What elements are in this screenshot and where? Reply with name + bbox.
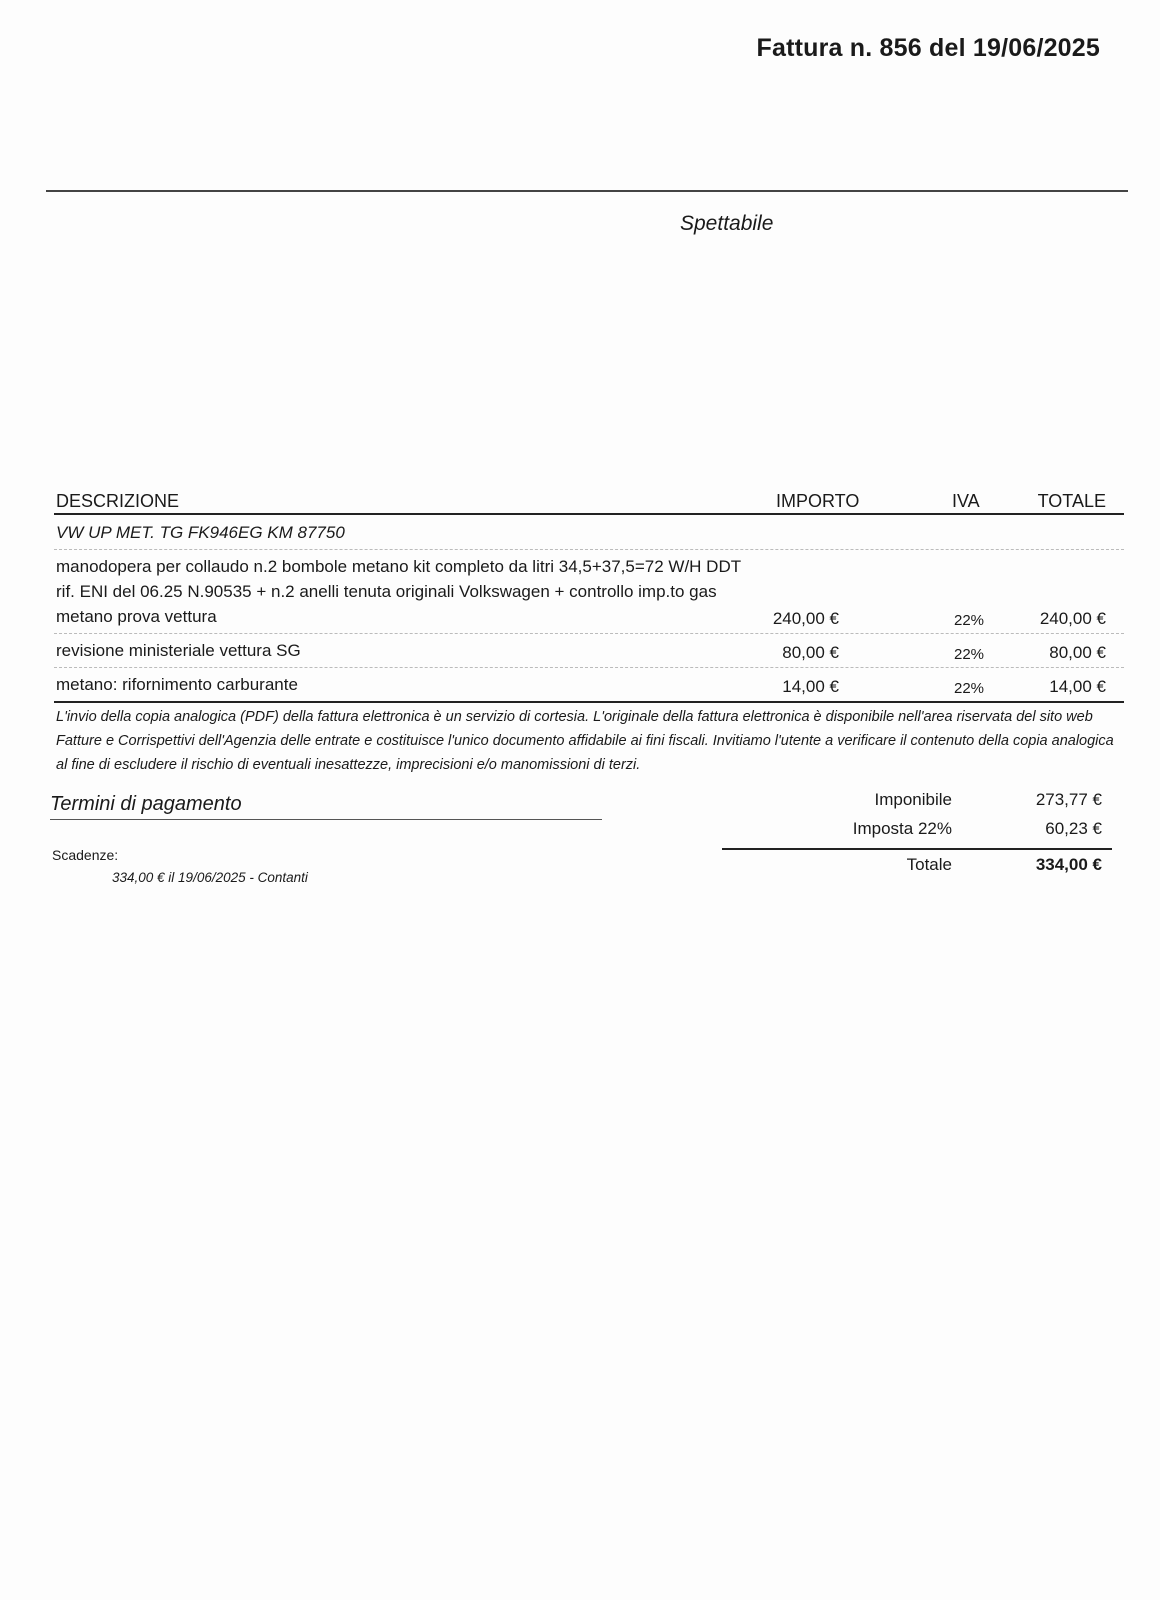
column-header-amount: IMPORTO — [776, 491, 860, 511]
header-divider — [46, 190, 1128, 192]
recipient-label: Spettabile — [680, 212, 774, 235]
invoice-table — [54, 485, 1124, 703]
row-total: 14,00 € — [1049, 677, 1106, 696]
invoice-title: Fattura n. 856 del 19/06/2025 — [756, 34, 1100, 62]
grand-total-value: 334,00 € — [1035, 855, 1102, 874]
taxable-value: 273,77 € — [1035, 790, 1102, 809]
table-row — [54, 668, 1124, 703]
tax-label: Imposta 22% — [852, 819, 952, 838]
table-row — [54, 634, 1124, 668]
row-description: revisione ministeriale vettura SG — [56, 641, 301, 660]
tax-row — [722, 817, 1112, 846]
table-row — [54, 550, 1124, 634]
row-description: manodopera per collaudo n.2 bombole metano kit completo da litri 34,5+37,5=72 W/H DDT rif. ENI del 06.25 N.90535 + n.2 anelli tenuta originali Volkswagen + controllo imp.to gas metano prova vettura — [56, 557, 741, 626]
tax-value: 60,23 € — [1045, 819, 1102, 838]
grand-total-label: Totale — [906, 855, 952, 874]
table-header — [54, 485, 1124, 515]
row-vat: 22% — [954, 612, 985, 629]
taxable-row — [722, 788, 1112, 817]
row-amount: 80,00 € — [782, 643, 839, 662]
column-header-vat: IVA — [952, 491, 980, 511]
row-amount: 240,00 € — [772, 609, 839, 628]
row-vat: 22% — [954, 680, 985, 697]
row-total: 240,00 € — [1039, 609, 1106, 628]
disclaimer-text: L'invio della copia analogica (PDF) della fattura elettronica è un servizio di cortesia. L'originale della fattura elettronica è disponibile nell'area riservata del sito web Fatture e Corrispettivi dell'Agenzia delle entrate e costituisce l'unico documento affidabile ai fini fiscali. Invitiamo l'utente a verificare il contenuto della copia analogica al fine di escludere il rischio di eventuali inesattezze, imprecisioni e/o manomissioni di terzi. — [56, 709, 1114, 773]
row-total: 80,00 € — [1049, 643, 1106, 662]
vehicle-line: VW UP MET. TG FK946EG KM 87750 — [54, 515, 1124, 550]
payment-terms-title: Termini di pagamento — [50, 793, 602, 820]
row-amount: 14,00 € — [782, 677, 839, 696]
due-dates-label: Scadenze: — [52, 847, 119, 863]
totals-box — [722, 788, 1112, 880]
column-header-total: TOTALE — [1037, 491, 1106, 511]
row-description: metano: rifornimento carburante — [56, 675, 298, 694]
row-vat: 22% — [954, 646, 985, 663]
column-header-description: DESCRIZIONE — [56, 491, 180, 511]
grand-total-row — [722, 850, 1112, 880]
taxable-label: Imponibile — [874, 790, 952, 809]
due-date-item: 334,00 € il 19/06/2025 - Contanti — [112, 870, 308, 885]
